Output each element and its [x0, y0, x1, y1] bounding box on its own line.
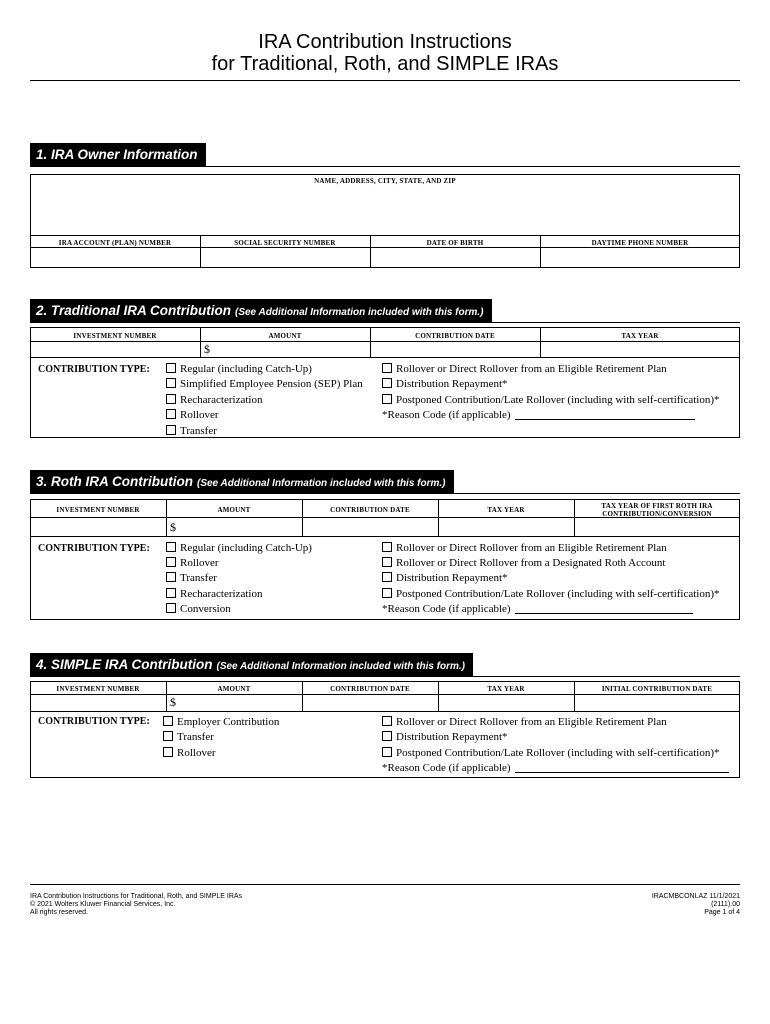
checkbox[interactable]: [382, 731, 392, 741]
sep-option[interactable]: Simplified Employee Pension (SEP) Plan: [166, 377, 363, 391]
checkbox[interactable]: [382, 557, 392, 567]
eligible-plan-rollover-option[interactable]: Rollover or Direct Rollover from an Eligible Retirement Plan: [382, 362, 667, 376]
first-roth-year-header: TAX YEAR OF FIRST ROTH IRA CONTRIBUTION/CONVERSION: [601, 502, 713, 518]
rollover-option[interactable]: Rollover: [166, 556, 219, 570]
amount-header: AMOUNT: [217, 506, 251, 514]
contribution-date-header: CONTRIBUTION DATE: [330, 685, 410, 693]
checkbox[interactable]: [166, 588, 176, 598]
postponed-contribution-option[interactable]: Postponed Contribution/Late Rollover (including with self-certification)*: [382, 746, 720, 760]
name-address-header: NAME, ADDRESS, CITY, STATE, AND ZIP: [314, 177, 456, 185]
checkbox[interactable]: [163, 716, 173, 726]
dob-header: DATE OF BIRTH: [426, 239, 484, 247]
postponed-contribution-option[interactable]: Postponed Contribution/Late Rollover (including with self-certification)*: [382, 393, 720, 407]
transfer-option[interactable]: Transfer: [166, 571, 217, 585]
investment-number-field[interactable]: [31, 342, 199, 356]
tax-year-header: TAX YEAR: [487, 685, 525, 693]
transfer-option[interactable]: Transfer: [166, 424, 217, 438]
section-4-rule: [30, 653, 740, 677]
recharacterization-option[interactable]: Recharacterization: [166, 587, 262, 601]
employer-contribution-option[interactable]: Employer Contribution: [163, 715, 279, 729]
postponed-contribution-option[interactable]: Postponed Contribution/Late Rollover (including with self-certification)*: [382, 587, 720, 601]
regular-option[interactable]: Regular (including Catch-Up): [166, 541, 312, 555]
checkbox[interactable]: [166, 557, 176, 567]
initial-contribution-date-field[interactable]: [575, 695, 739, 710]
footer-form-title: IRA Contribution Instructions for Traditional, Roth, and SIMPLE IRAs: [30, 893, 243, 900]
section-2-rule: [30, 299, 740, 323]
checkbox[interactable]: [166, 409, 176, 419]
checkbox[interactable]: [382, 716, 392, 726]
dollar-sign: $: [170, 695, 176, 709]
section-3-rule: [30, 470, 740, 494]
phone-header: DAYTIME PHONE NUMBER: [591, 239, 689, 247]
footer-version: (2111).00: [711, 901, 740, 908]
investment-number-header: INVESTMENT NUMBER: [73, 332, 157, 340]
investment-number-field[interactable]: [31, 695, 165, 710]
investment-number-header: INVESTMENT NUMBER: [56, 506, 140, 514]
amount-header: AMOUNT: [217, 685, 251, 693]
checkbox[interactable]: [166, 542, 176, 552]
contribution-type-label: CONTRIBUTION TYPE:: [38, 716, 150, 727]
footer-page-number: Page 1 of 4: [704, 909, 740, 916]
ssn-header: SOCIAL SECURITY NUMBER: [234, 239, 336, 247]
phone-field[interactable]: [541, 248, 739, 267]
amount-field[interactable]: [212, 342, 369, 356]
checkbox[interactable]: [166, 572, 176, 582]
section-4-heading: 4. SIMPLE IRA Contribution (See Additional Information included with this form.): [30, 653, 473, 677]
checkbox[interactable]: [166, 425, 176, 435]
eligible-plan-rollover-option[interactable]: Rollover or Direct Rollover from an Eligible Retirement Plan: [382, 541, 667, 555]
footer-form-code: IRACMBCONLAZ 11/1/2021: [651, 893, 740, 900]
amount-header: AMOUNT: [268, 332, 302, 340]
contribution-date-field[interactable]: [371, 342, 539, 356]
dollar-sign: $: [170, 520, 176, 534]
tax-year-header: TAX YEAR: [487, 506, 525, 514]
ssn-field[interactable]: [201, 248, 369, 267]
contribution-date-field[interactable]: [303, 518, 437, 535]
rollover-option[interactable]: Rollover: [166, 408, 219, 422]
dollar-sign: $: [204, 342, 210, 356]
section-3-heading: 3. Roth IRA Contribution (See Additional Information included with this form.): [30, 470, 454, 494]
section-2-heading: 2. Traditional IRA Contribution (See Additional Information included with this form.): [30, 299, 492, 323]
checkbox[interactable]: [382, 747, 392, 757]
checkbox[interactable]: [382, 572, 392, 582]
contribution-type-label: CONTRIBUTION TYPE:: [38, 543, 150, 554]
distribution-repayment-option[interactable]: Distribution Repayment*: [382, 730, 508, 744]
tax-year-field[interactable]: [439, 695, 573, 710]
footer-rights: All rights reserved.: [30, 909, 88, 916]
conversion-option[interactable]: Conversion: [166, 602, 231, 616]
checkbox[interactable]: [163, 747, 173, 757]
roth-account-rollover-option[interactable]: Rollover or Direct Rollover from a Designated Roth Account: [382, 556, 665, 570]
tax-year-field[interactable]: [439, 518, 573, 535]
investment-number-field[interactable]: [31, 518, 165, 535]
initial-contribution-date-header: INITIAL CONTRIBUTION DATE: [601, 685, 713, 693]
regular-option[interactable]: Regular (including Catch-Up): [166, 362, 312, 376]
checkbox[interactable]: [382, 394, 392, 404]
reason-code-field[interactable]: *Reason Code (if applicable): [382, 602, 693, 616]
account-number-field[interactable]: [31, 248, 199, 267]
distribution-repayment-option[interactable]: Distribution Repayment*: [382, 377, 508, 391]
account-number-header: IRA ACCOUNT (PLAN) NUMBER: [58, 239, 172, 247]
reason-code-field[interactable]: *Reason Code (if applicable): [382, 408, 695, 422]
tax-year-header: TAX YEAR: [621, 332, 659, 340]
dob-field[interactable]: [371, 248, 539, 267]
section-1-rule: [30, 143, 740, 167]
amount-field[interactable]: [178, 695, 301, 710]
footer-copyright: © 2021 Wolters Kluwer Financial Services, Inc.: [30, 901, 176, 908]
contribution-date-header: CONTRIBUTION DATE: [415, 332, 495, 340]
distribution-repayment-option[interactable]: Distribution Repayment*: [382, 571, 508, 585]
checkbox[interactable]: [163, 731, 173, 741]
contribution-date-header: CONTRIBUTION DATE: [330, 506, 410, 514]
footer-rule: [30, 884, 740, 885]
investment-number-header: INVESTMENT NUMBER: [56, 685, 140, 693]
amount-field[interactable]: [178, 518, 301, 535]
contribution-type-label: CONTRIBUTION TYPE:: [38, 364, 150, 375]
name-address-field[interactable]: [31, 186, 739, 234]
checkbox[interactable]: [166, 378, 176, 388]
first-roth-year-field[interactable]: [575, 518, 739, 535]
section-1-heading: 1. IRA Owner Information: [30, 143, 206, 167]
checkbox[interactable]: [382, 588, 392, 598]
recharacterization-option[interactable]: Recharacterization: [166, 393, 262, 407]
checkbox[interactable]: [382, 363, 392, 373]
checkbox[interactable]: [166, 363, 176, 373]
checkbox[interactable]: [382, 378, 392, 388]
reason-code-field[interactable]: *Reason Code (if applicable): [382, 761, 729, 775]
title-rule: [30, 80, 740, 81]
tax-year-field[interactable]: [541, 342, 739, 356]
eligible-plan-rollover-option[interactable]: Rollover or Direct Rollover from an Eligible Retirement Plan: [382, 715, 667, 729]
contribution-date-field[interactable]: [303, 695, 437, 710]
page-title-line-2: for Traditional, Roth, and SIMPLE IRAs: [211, 53, 559, 75]
rollover-option[interactable]: Rollover: [163, 746, 216, 760]
transfer-option[interactable]: Transfer: [163, 730, 214, 744]
checkbox[interactable]: [166, 394, 176, 404]
checkbox[interactable]: [166, 603, 176, 613]
page-title-line-1: IRA Contribution Instructions: [258, 31, 512, 53]
checkbox[interactable]: [382, 542, 392, 552]
